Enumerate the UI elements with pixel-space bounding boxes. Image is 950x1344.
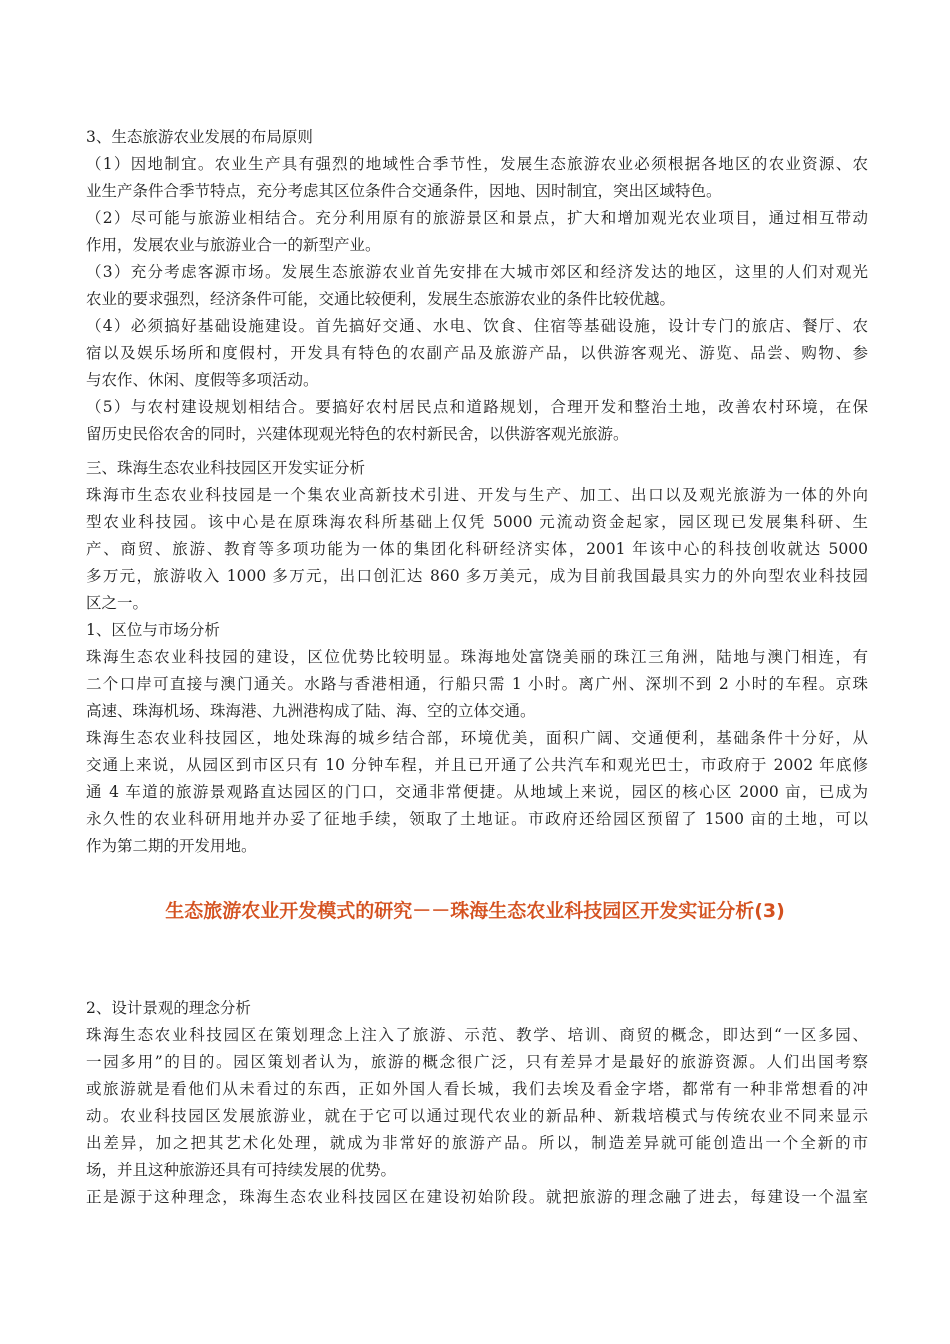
paragraph-line: 或旅游就是看他们从未看过的东西，正如外国人看长城，我们去埃及看金字塔，都常有一种非常想看的冲 bbox=[86, 1080, 868, 1098]
paragraph-line: 区之一。 bbox=[86, 594, 149, 612]
article-title: 生态旅游农业开发模式的研究－－珠海生态农业科技园区开发实证分析(3) bbox=[165, 900, 785, 922]
paragraph-line: 珠海生态农业科技园区在策划理念上注入了旅游、示范、教学、培训、商贸的概念，即达到“一区多园、 bbox=[86, 1026, 868, 1044]
paragraph-line: （1）因地制宜。农业生产具有强烈的地域性合季节性，发展生态旅游农业必须根据各地区的农业资源、农 bbox=[86, 155, 868, 173]
paragraph-line: 留历史民俗农舍的同时，兴建体现观光特色的农村新民舍，以供游客观光旅游。 bbox=[86, 425, 629, 443]
paragraph-line: 交通上来说，从园区到市区只有 10 分钟车程，并且已开通了公共汽车和观光巴士，市政府于 2002 年底修 bbox=[86, 756, 868, 774]
paragraph-line: 珠海生态农业科技园的建设，区位优势比较明显。珠海地处富饶美丽的珠江三角洲，陆地与澳门相连，有 bbox=[86, 648, 868, 666]
paragraph-line: 作用，发展农业与旅游业合一的新型产业。 bbox=[86, 236, 381, 254]
paragraph-line: （2）尽可能与旅游业相结合。充分利用原有的旅游景区和景点，扩大和增加观光农业项目，通过相互带动 bbox=[86, 209, 868, 227]
paragraph-line: 一园多用”的目的。园区策划者认为，旅游的概念很广泛，只有差异才是最好的旅游资源。人们出国考察 bbox=[86, 1053, 868, 1071]
section-zhuhai-analysis bbox=[86, 455, 868, 860]
paragraph-line: 珠海生态农业科技园区，地处珠海的城乡结合部，环境优美，面积广阔、交通便利，基础条件十分好，从 bbox=[86, 729, 868, 747]
paragraph-line: （5）与农村建设规划相结合。要搞好农村居民点和道路规划，合理开发和整治土地，改善农村环境，在保 bbox=[86, 398, 868, 416]
paragraph-line: 农业的要求强烈，经济条件可能，交通比较便利，发展生态旅游农业的条件比较优越。 bbox=[86, 290, 676, 308]
paragraph-line: 高速、珠海机场、珠海港、九洲港构成了陆、海、空的立体交通。 bbox=[86, 702, 536, 720]
paragraph-line: 型农业科技园。该中心是在原珠海农科所基础上仅凭 5000 元流动资金起家，园区现已发展集科研、生 bbox=[86, 513, 868, 531]
paragraph-line: 宿以及娱乐场所和度假村，开发具有特色的农副产品及旅游产品，以供游客观光、游览、品尝、购物、参 bbox=[86, 344, 868, 362]
paragraph-line: 多万元，旅游收入 1000 多万元，出口创汇达 860 多万美元，成为目前我国最具实力的外向型农业科技园 bbox=[86, 567, 868, 585]
paragraph-line: 与农作、休闲、度假等多项活动。 bbox=[86, 371, 319, 389]
paragraph-line: 出差异，加之把其艺术化处理，就成为非常好的旅游产品。所以，制造差异就可能创造出一个全新的市 bbox=[86, 1134, 868, 1152]
paragraph-line: 作为第二期的开发用地。 bbox=[86, 837, 257, 855]
paragraph-line: 珠海市生态农业科技园是一个集农业高新技术引进、开发与生产、加工、出口以及观光旅游为一体的外向 bbox=[86, 486, 868, 504]
section-heading: 三、珠海生态农业科技园区开发实证分析 bbox=[86, 459, 366, 477]
section-heading: 2、设计景观的理念分析 bbox=[86, 999, 251, 1017]
paragraph-line: （4）必须搞好基础设施建设。首先搞好交通、水电、饮食、住宿等基础设施，设计专门的旅店、餐厅、农 bbox=[86, 317, 868, 335]
paragraph-line: 动。农业科技园区发展旅游业，就在于它可以通过现代农业的新品种、新栽培模式与传统农业不同来显示 bbox=[86, 1107, 868, 1125]
paragraph-line: 业生产条件合季节特点，充分考虑其区位条件合交通条件，因地、因时制宜，突出区域特色。 bbox=[86, 182, 722, 200]
section-design-concept bbox=[86, 995, 868, 1211]
paragraph-line: （3）充分考虑客源市场。发展生态旅游农业首先安排在大城市郊区和经济发达的地区，这里的人们对观光 bbox=[86, 263, 868, 281]
section-layout-principles bbox=[86, 124, 868, 448]
paragraph-line: 二个口岸可直接与澳门通关。水路与香港相通，行船只需 1 小时。离广州、深圳不到 2 小时的车程。京珠 bbox=[86, 675, 868, 693]
paragraph-line: 正是源于这种理念，珠海生态农业科技园区在建设初始阶段。就把旅游的理念融了进去，每建设一个温室 bbox=[86, 1188, 868, 1206]
paragraph-line: 场，并且这种旅游还具有可持续发展的优势。 bbox=[86, 1161, 397, 1179]
paragraph-line: 产、商贸、旅游、教育等多项功能为一体的集团化科研经济实体，2001 年该中心的科技创收就达 5000 bbox=[86, 540, 868, 558]
paragraph-line: 通 4 车道的旅游景观路直达园区的门口，交通非常便捷。从地域上来说，园区的核心区 2000 亩，已成为 bbox=[86, 783, 868, 801]
section-heading: 3、生态旅游农业发展的布局原则 bbox=[86, 128, 313, 146]
subsection-heading: 1、区位与市场分析 bbox=[86, 621, 220, 639]
paragraph-line: 永久性的农业科研用地并办妥了征地手续，领取了土地证。市政府还给园区预留了 1500 亩的土地，可以 bbox=[86, 810, 868, 828]
